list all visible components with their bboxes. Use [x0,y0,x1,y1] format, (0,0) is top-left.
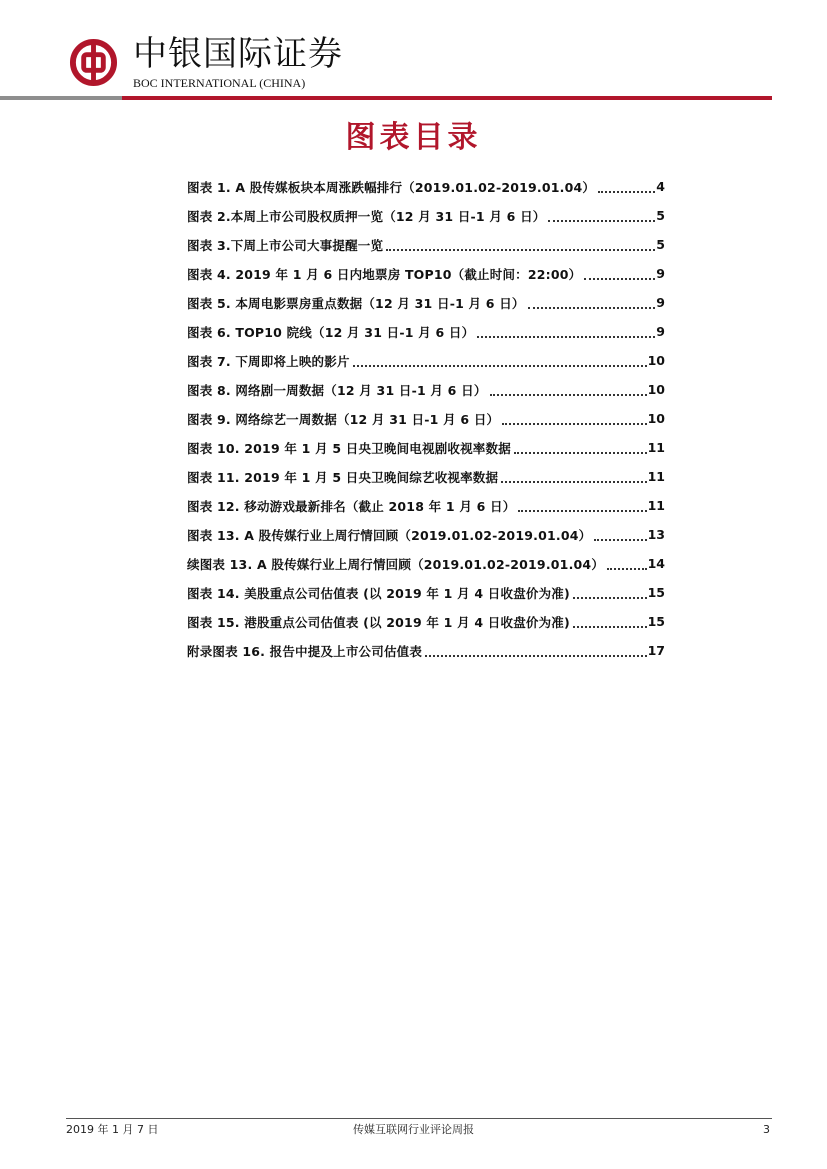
toc-item[interactable] [187,259,665,288]
toc-item[interactable] [187,520,665,549]
toc-item-text: 图表 1. A 股传媒板块本周涨跌幅排行（2019.01.02-2019.01.04） [187,179,596,195]
toc-item[interactable] [187,607,665,636]
toc-item-text: 图表 2.本周上市公司股权质押一览（12 月 31 日-1 月 6 日） [187,208,546,224]
toc-item-page: 4 [656,179,665,194]
toc-item-text: 图表 10. 2019 年 1 月 5 日央卫晚间电视剧收视率数据 [187,440,511,456]
dot-leader [514,440,647,454]
dot-leader [598,179,655,193]
footer-report-name: 传媒互联网行业评论周报 [353,1123,474,1136]
toc-item-page: 5 [656,208,665,223]
toc-item-text: 图表 11. 2019 年 1 月 5 日央卫晚间综艺收视率数据 [187,469,499,485]
footer-page-number: 3 [763,1123,770,1136]
toc-item-text: 图表 12. 移动游戏最新排名（截止 2018 年 1 月 6 日） [187,498,516,514]
toc-item[interactable] [187,404,665,433]
dot-leader [490,382,647,396]
toc-item-page: 15 [647,614,665,629]
dot-leader [594,527,646,541]
toc-item[interactable] [187,549,665,578]
toc-item-page: 11 [647,498,665,513]
toc-item[interactable] [187,201,665,230]
toc-item-page: 17 [647,643,665,658]
toc-item-text: 图表 6. TOP10 院线（12 月 31 日-1 月 6 日） [187,324,475,340]
toc-item-text: 图表 14. 美股重点公司估值表 (以 2019 年 1 月 4 日收盘价为准) [187,585,570,601]
toc-item[interactable] [187,636,665,665]
toc-item-page: 11 [647,440,665,455]
toc-item-page: 10 [647,382,665,397]
toc-item-page: 5 [656,237,665,252]
dot-leader [425,643,647,657]
footer-date: 2019 年 1 月 7 日 [66,1123,159,1136]
toc-item[interactable] [187,230,665,259]
dot-leader [477,324,655,338]
dot-leader [502,411,646,425]
table-of-figures [187,172,665,665]
toc-item[interactable] [187,317,665,346]
header-rule-grey [0,96,122,100]
dot-leader [353,353,647,367]
toc-item-text: 图表 15. 港股重点公司估值表 (以 2019 年 1 月 4 日收盘价为准) [187,614,570,630]
toc-item-text: 图表 9. 网络综艺一周数据（12 月 31 日-1 月 6 日） [187,411,500,427]
toc-item-text: 图表 8. 网络剧一周数据（12 月 31 日-1 月 6 日） [187,382,487,398]
toc-item-text: 图表 5. 本周电影票房重点数据（12 月 31 日-1 月 6 日） [187,295,525,311]
dot-leader [386,237,655,251]
toc-item-text: 图表 4. 2019 年 1 月 6 日内地票房 TOP10（截止时间：22:00） [187,266,582,282]
toc-item[interactable] [187,462,665,491]
toc-item-page: 9 [656,324,665,339]
toc-item-page: 9 [656,266,665,281]
toc-item-page: 10 [647,353,665,368]
toc-item[interactable] [187,172,665,201]
toc-item-page: 15 [647,585,665,600]
toc-item-page: 10 [647,411,665,426]
toc-item[interactable] [187,346,665,375]
toc-item-text: 图表 3.下周上市公司大事提醒一览 [187,237,384,253]
toc-item-text: 续图表 13. A 股传媒行业上周行情回顾（2019.01.02-2019.01.04） [187,556,605,572]
toc-item[interactable] [187,288,665,317]
page-header [0,0,827,110]
toc-item-page: 14 [647,556,665,571]
dot-leader [584,266,655,280]
toc-item-page: 9 [656,295,665,310]
toc-item-text: 图表 7. 下周即将上映的影片 [187,353,350,369]
boc-logo-icon [69,38,118,87]
toc-item[interactable] [187,433,665,462]
dot-leader [528,295,656,309]
brand-name-english: BOC INTERNATIONAL (CHINA) [133,76,306,90]
toc-item[interactable] [187,375,665,404]
toc-item-text: 附录图表 16. 报告中提及上市公司估值表 [187,643,423,659]
dot-leader [548,208,655,222]
toc-item-text: 图表 13. A 股传媒行业上周行情回顾（2019.01.02-2019.01.04） [187,527,592,543]
dot-leader [518,498,646,512]
dot-leader [573,614,647,628]
dot-leader [607,556,647,570]
footer-rule [66,1118,772,1119]
brand-name-chinese: 中银国际证券 [133,34,343,74]
toc-item-page: 11 [647,469,665,484]
dot-leader [573,585,647,599]
toc-item[interactable] [187,578,665,607]
toc-title: 图表目录 [345,120,482,155]
dot-leader [501,469,646,483]
toc-item-page: 13 [647,527,665,542]
toc-item[interactable] [187,491,665,520]
